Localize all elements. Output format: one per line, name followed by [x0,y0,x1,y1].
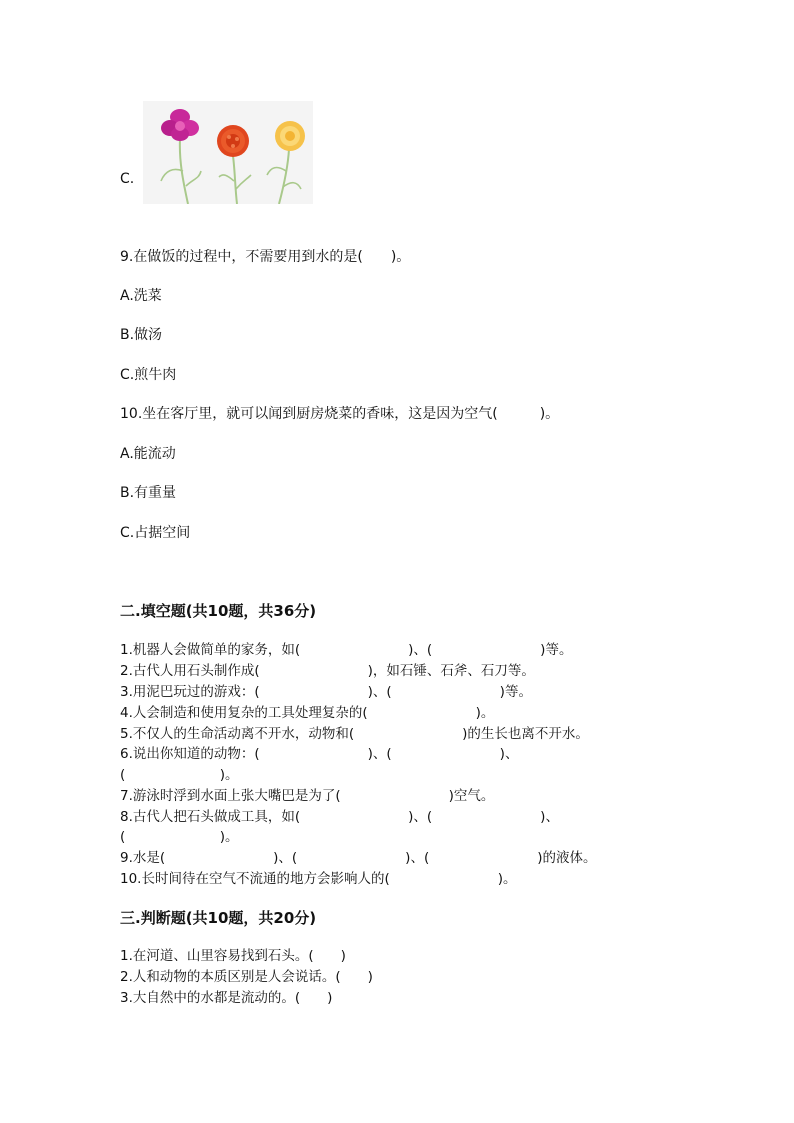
fill-item-8-cont: ( )。 [120,829,239,845]
q9-option-a: A.洗菜 [120,288,162,304]
judge-item-1: 1.在河道、山里容易找到石头。( ) [120,948,346,964]
flowers-image [143,101,313,204]
q9-stem: 9.在做饭的过程中，不需要用到水的是( )。 [120,249,411,265]
q10-option-a: A.能流动 [120,446,176,462]
orange-flower-icon [217,125,249,157]
fill-item-3: 3.用泥巴玩过的游戏：( )、( )等。 [120,684,532,700]
section3-title: 三.判断题(共10题，共20分) [120,909,317,927]
fill-item-7: 7.游泳时浮到水面上张大嘴巴是为了( )空气。 [120,788,495,804]
fill-item-6-cont: ( )。 [120,767,239,783]
yellow-flower-icon [275,121,305,151]
fill-item-1: 1.机器人会做简单的家务，如( )、( )等。 [120,642,573,658]
q8-option-c-label: C. [120,171,135,187]
fill-item-8: 8.古代人把石头做成工具，如( )、( )、 [120,809,559,825]
q10-option-b: B.有重量 [120,485,177,501]
q9-option-b: B.做汤 [120,327,163,343]
fill-item-6: 6.说出你知道的动物：( )、( )、 [120,746,519,762]
judge-item-2: 2.人和动物的本质区别是人会说话。( ) [120,969,373,985]
fill-item-9: 9.水是( )、( )、( )的液体。 [120,850,597,866]
q10-option-c: C.占据空间 [120,525,191,541]
q9-option-c: C.煎牛肉 [120,367,177,383]
fill-item-5: 5.不仅人的生命活动离不开水，动物和( )的生长也离不开水。 [120,726,589,742]
fill-item-2: 2.古代人用石头制作成( )，如石锤、石斧、石刀等。 [120,663,535,679]
fill-item-10: 10.长时间待在空气不流通的地方会影响人的( )。 [120,871,517,887]
fill-item-4: 4.人会制造和使用复杂的工具处理复杂的( )。 [120,705,495,721]
magenta-flower-icon [161,109,199,141]
q10-stem: 10.坐在客厅里，就可以闻到厨房烧菜的香味，这是因为空气( )。 [120,406,560,422]
judge-item-3: 3.大自然中的水都是流动的。( ) [120,990,333,1006]
section2-title: 二.填空题(共10题，共36分) [120,602,317,620]
